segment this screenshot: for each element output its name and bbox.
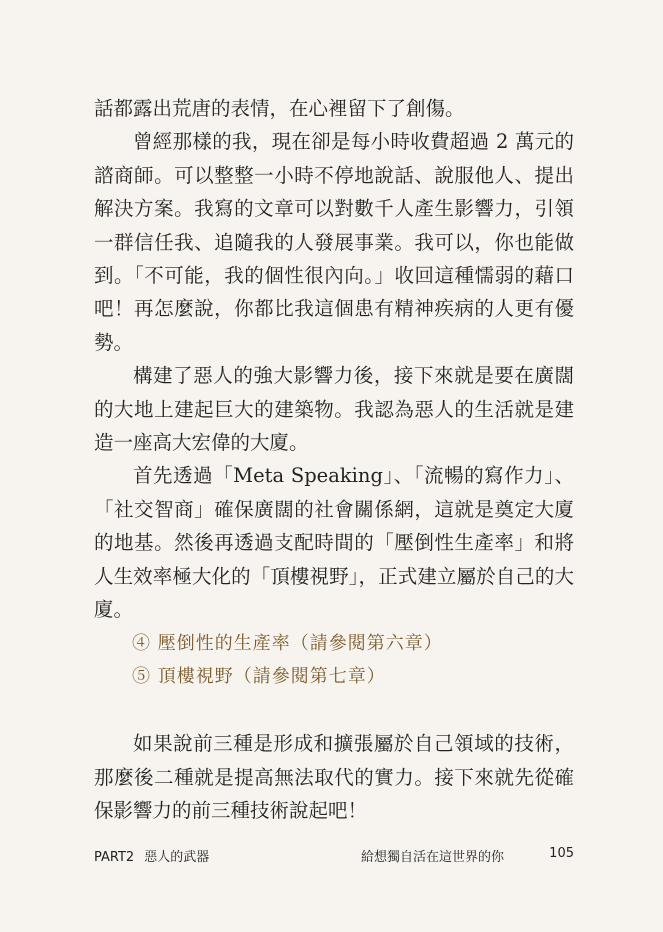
paragraph-continuation: 話都露出荒唐的表情，在心裡留下了創傷。 [94, 97, 465, 120]
list-item: ⑤ 頂樓視野（請參閱第七章） [132, 665, 386, 687]
footer-chapter [94, 846, 209, 865]
body-text [94, 92, 574, 828]
paragraph: 曾經那樣的我，現在卻是每小時收費超過 2 萬元的諮商師。可以整整一小時不停地說話、說服他人、提出解決方案。我寫的文章可以對數千人產生影響力，引領一群信任我、追隨我的人發展事業。我可以，你也能做到。「不可能，我的個性很內向。」收回這種懦弱的藉口吧！再怎麼說，你都比我這個患有精神疾病的人更有優勢。 [94, 130, 574, 354]
page-footer [94, 846, 574, 868]
paragraph: 首先透過「Meta Speaking」、「流暢的寫作力」、「社交智商」確保廣闊的社會關係網，這就是奠定大廈的地基。然後再透過支配時間的「壓倒性生產率」和將人生效率極大化的「頂樓視野」，正式建立屬於自己的大廈。 [94, 464, 574, 622]
paragraph: 構建了惡人的強大影響力後，接下來就是要在廣闊的大地上建起巨大的建築物。我認為惡人的生活就是建造一座高大宏偉的大廈。 [94, 364, 574, 455]
list-item: ④ 壓倒性的生產率（請參閱第六章） [132, 632, 443, 654]
footer-chapter-title: 惡人的武器 [144, 850, 210, 865]
paragraph-closing: 如果說前三種是形成和擴張屬於自己領域的技術，那麼後二種就是提高無法取代的實力。接下來就先從確保影響力的前三種技術說起吧！ [94, 732, 574, 823]
footer-part-label: PART2 [94, 850, 135, 865]
spacer [94, 693, 574, 727]
footer-book-title: 給想獨自活在這世界的你 [360, 850, 504, 865]
page-number: 105 [549, 846, 574, 861]
